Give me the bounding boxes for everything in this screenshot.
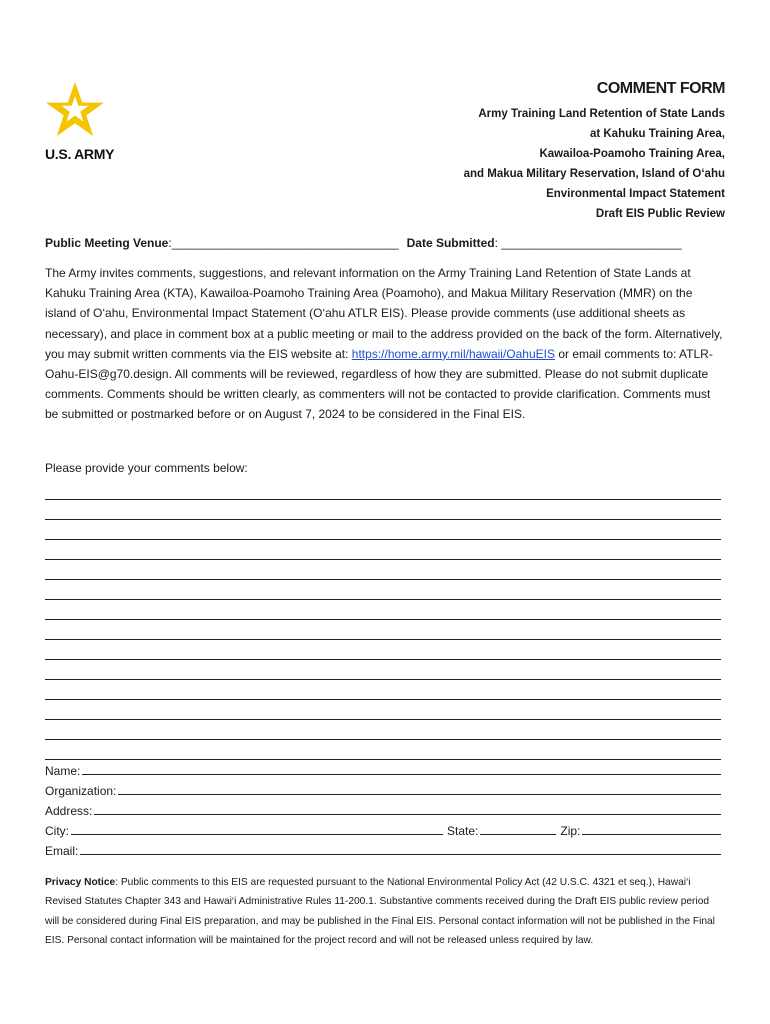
star-icon xyxy=(44,80,106,140)
comment-lines[interactable] xyxy=(45,480,721,760)
meeting-row xyxy=(45,234,725,252)
eis-website-link[interactable]: https://home.army.mil/hawaii/OahuEIS xyxy=(351,346,555,361)
army-star-logo xyxy=(44,80,110,140)
header-line: Kawailoa-Poamoho Training Area, xyxy=(539,148,725,160)
header-line: Environmental Impact Statement xyxy=(546,188,725,200)
city-state-zip-row xyxy=(45,818,721,838)
contact-fields xyxy=(45,758,721,858)
zip-field[interactable] xyxy=(582,820,721,835)
comment-line[interactable] xyxy=(45,600,721,620)
comment-line[interactable] xyxy=(45,540,721,560)
comment-line[interactable] xyxy=(45,640,721,660)
name-field[interactable] xyxy=(82,760,721,775)
email-label: Email: xyxy=(45,844,79,858)
instructions-paragraph xyxy=(45,263,725,425)
state-field[interactable] xyxy=(480,820,556,835)
army-wordmark: U.S. ARMY xyxy=(45,146,115,162)
venue-field[interactable]: :__________________________________ xyxy=(168,236,399,250)
address-field[interactable] xyxy=(94,800,721,815)
header-line: Army Training Land Retention of State Lands xyxy=(478,108,725,120)
privacy-text: : Public comments to this EIS are requested pursuant to the National Environmental Policy Act (42 U.S.C. 4321 et seq.), Hawai‘i Revised Statutes Chapter 343 and Hawai‘i Administrative Rules 11-200.1. Substantive comments received during the Draft EIS public review period will be considered during Final EIS preparation, and may be published in the Final EIS. Personal contact information will not be published in the Final EIS. Personal contact information will be maintained for the project record and will not be released unless required by law. xyxy=(45,877,715,947)
instructions-text-continued: or email comments to: ATLR-Oahu-EIS@g70.design. All comments will be reviewed, regardless of how they are submitted. Please do not submit duplicate comments. Comments should be written clearly, as commenters will not be contacted to provide clarification. Comments must be submitted or postmarked before or on August 7, 2024 to be considered in the Final EIS. xyxy=(45,346,713,422)
form-title: COMMENT FORM xyxy=(596,80,725,97)
organization-row xyxy=(45,778,721,798)
comments-prompt: Please provide your comments below: xyxy=(45,461,248,475)
header-line: and Makua Military Reservation, Island of O‘ahu xyxy=(463,168,725,180)
organization-label: Organization: xyxy=(45,784,117,798)
comment-line[interactable] xyxy=(45,680,721,700)
privacy-label: Privacy Notice xyxy=(45,877,116,888)
name-row xyxy=(45,758,721,778)
instructions-text: The Army invites comments, suggestions, and relevant information on the Army Training Land Retention of State Lands at Kahuku Training Area (KTA), Kawailoa-Poamoho Training Area (Poamoho), and Makua Military Reservation (MMR) on the island of O‘ahu, Environmental Impact Statement (O‘ahu ATLR EIS). Please provide comments (use additional sheets as necessary), and place in comment box at a public meeting or mail to the address provided on the back of the form. Alternatively, you may submit written comments via the EIS website at: xyxy=(45,266,723,361)
state-label: State: xyxy=(447,824,479,838)
zip-label: Zip: xyxy=(560,824,581,838)
name-label: Name: xyxy=(45,764,81,778)
form-header xyxy=(464,80,725,224)
comment-line[interactable] xyxy=(45,620,721,640)
address-label: Address: xyxy=(45,804,93,818)
email-row xyxy=(45,838,721,858)
venue-label: Public Meeting Venue xyxy=(45,236,169,250)
privacy-notice xyxy=(45,873,725,951)
comment-line[interactable] xyxy=(45,480,721,500)
date-field[interactable]: : ___________________________ xyxy=(494,236,682,250)
comment-line[interactable] xyxy=(45,720,721,740)
comment-line[interactable] xyxy=(45,700,721,720)
header-line: at Kahuku Training Area, xyxy=(589,128,725,140)
city-field[interactable] xyxy=(71,820,443,835)
comment-line[interactable] xyxy=(45,580,721,600)
comment-line[interactable] xyxy=(45,500,721,520)
address-row xyxy=(45,798,721,818)
date-label: Date Submitted xyxy=(406,236,495,250)
comment-line[interactable] xyxy=(45,520,721,540)
comment-line[interactable] xyxy=(45,740,721,760)
comment-line[interactable] xyxy=(45,560,721,580)
organization-field[interactable] xyxy=(118,780,721,795)
header-line: Draft EIS Public Review xyxy=(595,208,725,220)
city-label: City: xyxy=(45,824,69,838)
email-field[interactable] xyxy=(80,840,721,855)
comment-line[interactable] xyxy=(45,660,721,680)
